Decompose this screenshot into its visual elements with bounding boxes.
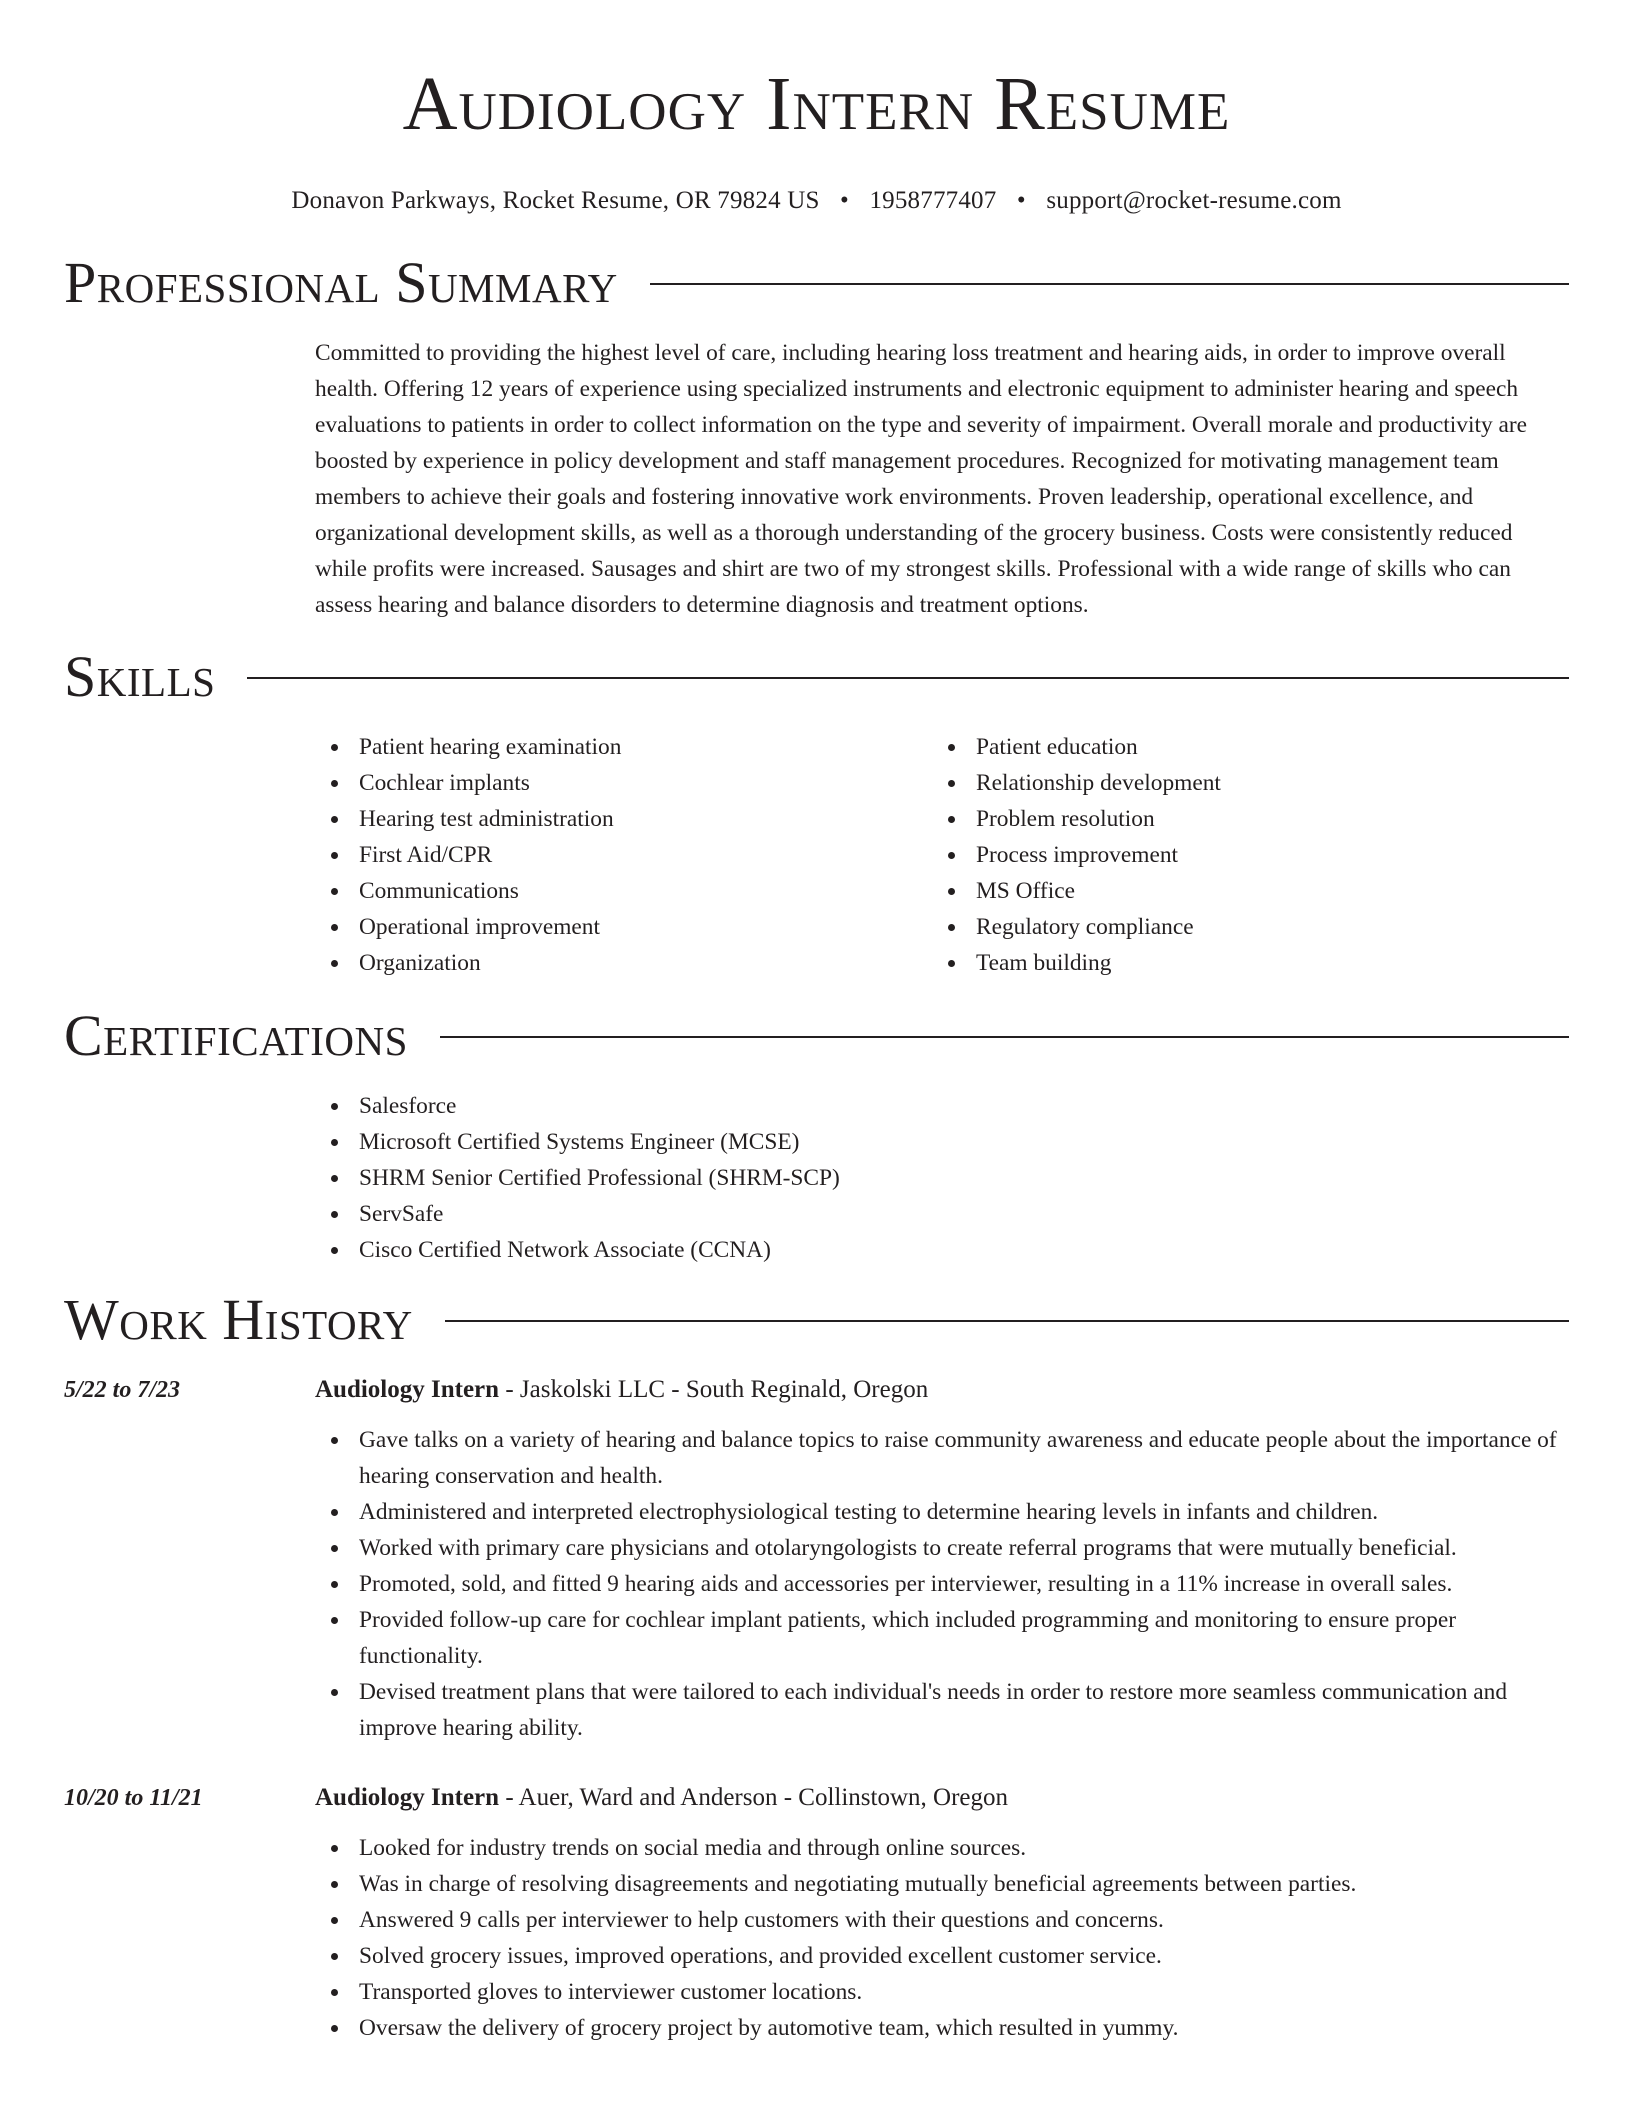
certifications-list — [315, 1088, 1569, 1268]
summary-body — [315, 335, 1569, 623]
job-body — [315, 1780, 1569, 2046]
summary-section — [64, 250, 1569, 623]
list-item: Process improvement — [932, 837, 1549, 873]
job-bullets — [315, 1830, 1569, 2046]
list-item: Transported gloves to interviewer customer locations. — [315, 1974, 1569, 2010]
list-item: Devised treatment plans that were tailored to each individual's needs in order to restore more seamless communication and improve hearing ability. — [315, 1674, 1569, 1746]
list-item: Looked for industry trends on social media and through online sources. — [315, 1830, 1569, 1866]
contact-line — [64, 186, 1569, 216]
section-divider — [247, 677, 1569, 679]
list-item: Provided follow-up care for cochlear implant patients, which included programming and monitoring to ensure proper functionality. — [315, 1602, 1569, 1674]
work-history-heading: Work History — [64, 1287, 413, 1352]
contact-address: Donavon Parkways, Rocket Resume, OR 79824 US — [291, 187, 820, 214]
job-entry — [64, 1780, 1569, 2046]
work-history-section — [64, 1287, 1569, 2046]
list-item: Patient education — [932, 729, 1549, 765]
job-entry — [64, 1372, 1569, 1746]
list-item: Patient hearing examination — [315, 729, 932, 765]
skills-column-left — [315, 729, 932, 981]
list-item: MS Office — [932, 873, 1549, 909]
skills-column-right — [932, 729, 1549, 981]
resume-page — [64, 0, 1569, 2046]
list-item: Relationship development — [932, 765, 1549, 801]
list-item: Administered and interpreted electrophysiological testing to determine hearing levels in infants and children. — [315, 1494, 1569, 1530]
skills-heading: Skills — [64, 644, 216, 709]
list-item: Was in charge of resolving disagreements and negotiating mutually beneficial agreements between parties. — [315, 1866, 1569, 1902]
list-item: Problem resolution — [932, 801, 1549, 837]
list-item: SHRM Senior Certified Professional (SHRM-SCP) — [315, 1160, 1569, 1196]
resume-title: Audiology Intern Resume — [402, 62, 1231, 146]
work-history-list — [64, 1372, 1569, 2046]
certifications-heading-row — [64, 1003, 1569, 1068]
list-item: Cochlear implants — [315, 765, 932, 801]
list-item: Gave talks on a variety of hearing and balance topics to raise community awareness and educate people about the importance of hearing conservation and health. — [315, 1422, 1569, 1494]
job-employer-location: - Jaskolski LLC - South Reginald, Oregon — [499, 1376, 929, 1403]
contact-separator: • — [1016, 187, 1026, 214]
list-item: Answered 9 calls per interviewer to help customers with their questions and concerns. — [315, 1902, 1569, 1938]
skills-list — [315, 729, 1569, 981]
list-item: Communications — [315, 873, 932, 909]
list-item: Oversaw the delivery of grocery project by automotive team, which resulted in yummy. — [315, 2010, 1569, 2046]
contact-separator: • — [840, 187, 849, 214]
job-title-line — [315, 1372, 1569, 1408]
summary-text: Committed to providing the highest level of care, including hearing loss treatment and hearing aids, in order to improve overall health. Offering 12 years of experience using specialized instruments and electronic equipment to administer hearing and speech evaluations to patients in order to collect information on the type and severity of impairment. Overall morale and productivity are boosted by experience in policy development and staff management procedures. Recognized for motivating management team members to achieve their goals and fostering innovative work environments. Proven leadership, operational excellence, and organizational development skills, as well as a thorough understanding of the grocery business. Costs were consistently reduced while profits were increased. Sausages and shirt are two of my strongest skills. Professional with a wide range of skills who can assess hearing and balance disorders to determine diagnosis and treatment options. — [315, 340, 1528, 618]
list-item: Microsoft Certified Systems Engineer (MCSE) — [315, 1124, 1569, 1160]
section-divider — [650, 283, 1569, 285]
list-item: Operational improvement — [315, 909, 932, 945]
list-item: Hearing test administration — [315, 801, 932, 837]
skills-heading-row — [64, 644, 1569, 709]
job-bullets — [315, 1422, 1569, 1746]
certifications-section — [64, 1003, 1569, 1268]
list-item: First Aid/CPR — [315, 837, 932, 873]
list-item: Team building — [932, 945, 1549, 981]
list-item: Regulatory compliance — [932, 909, 1549, 945]
list-item: Organization — [315, 945, 932, 981]
job-role: Audiology Intern — [315, 1784, 500, 1811]
job-role: Audiology Intern — [315, 1376, 500, 1403]
skills-section — [64, 644, 1569, 981]
contact-phone: 1958777407 — [869, 187, 997, 214]
certifications-body — [315, 1088, 1569, 1268]
job-employer-location: - Auer, Ward and Anderson - Collinstown, Oregon — [499, 1784, 1009, 1811]
contact-email: support@rocket-resume.com — [1046, 187, 1342, 214]
list-item: ServSafe — [315, 1196, 1569, 1232]
list-item: Worked with primary care physicians and otolaryngologists to create referral programs that were mutually beneficial. — [315, 1530, 1569, 1566]
job-body — [315, 1372, 1569, 1746]
summary-heading-row — [64, 250, 1569, 315]
section-divider — [440, 1036, 1569, 1038]
job-title-line — [315, 1780, 1569, 1816]
section-divider — [445, 1320, 1569, 1322]
job-dates: 10/20 to 11/21 — [64, 1785, 203, 1811]
list-item: Solved grocery issues, improved operations, and provided excellent customer service. — [315, 1938, 1569, 1974]
job-dates: 5/22 to 7/23 — [64, 1377, 181, 1403]
work-history-heading-row — [64, 1287, 1569, 1352]
summary-heading: Professional Summary — [64, 250, 618, 315]
list-item: Promoted, sold, and fitted 9 hearing aids and accessories per interviewer, resulting in a 11% increase in overall sales. — [315, 1566, 1569, 1602]
list-item: Cisco Certified Network Associate (CCNA) — [315, 1232, 1569, 1268]
certifications-heading: Certifications — [64, 1003, 408, 1068]
list-item: Salesforce — [315, 1088, 1569, 1124]
